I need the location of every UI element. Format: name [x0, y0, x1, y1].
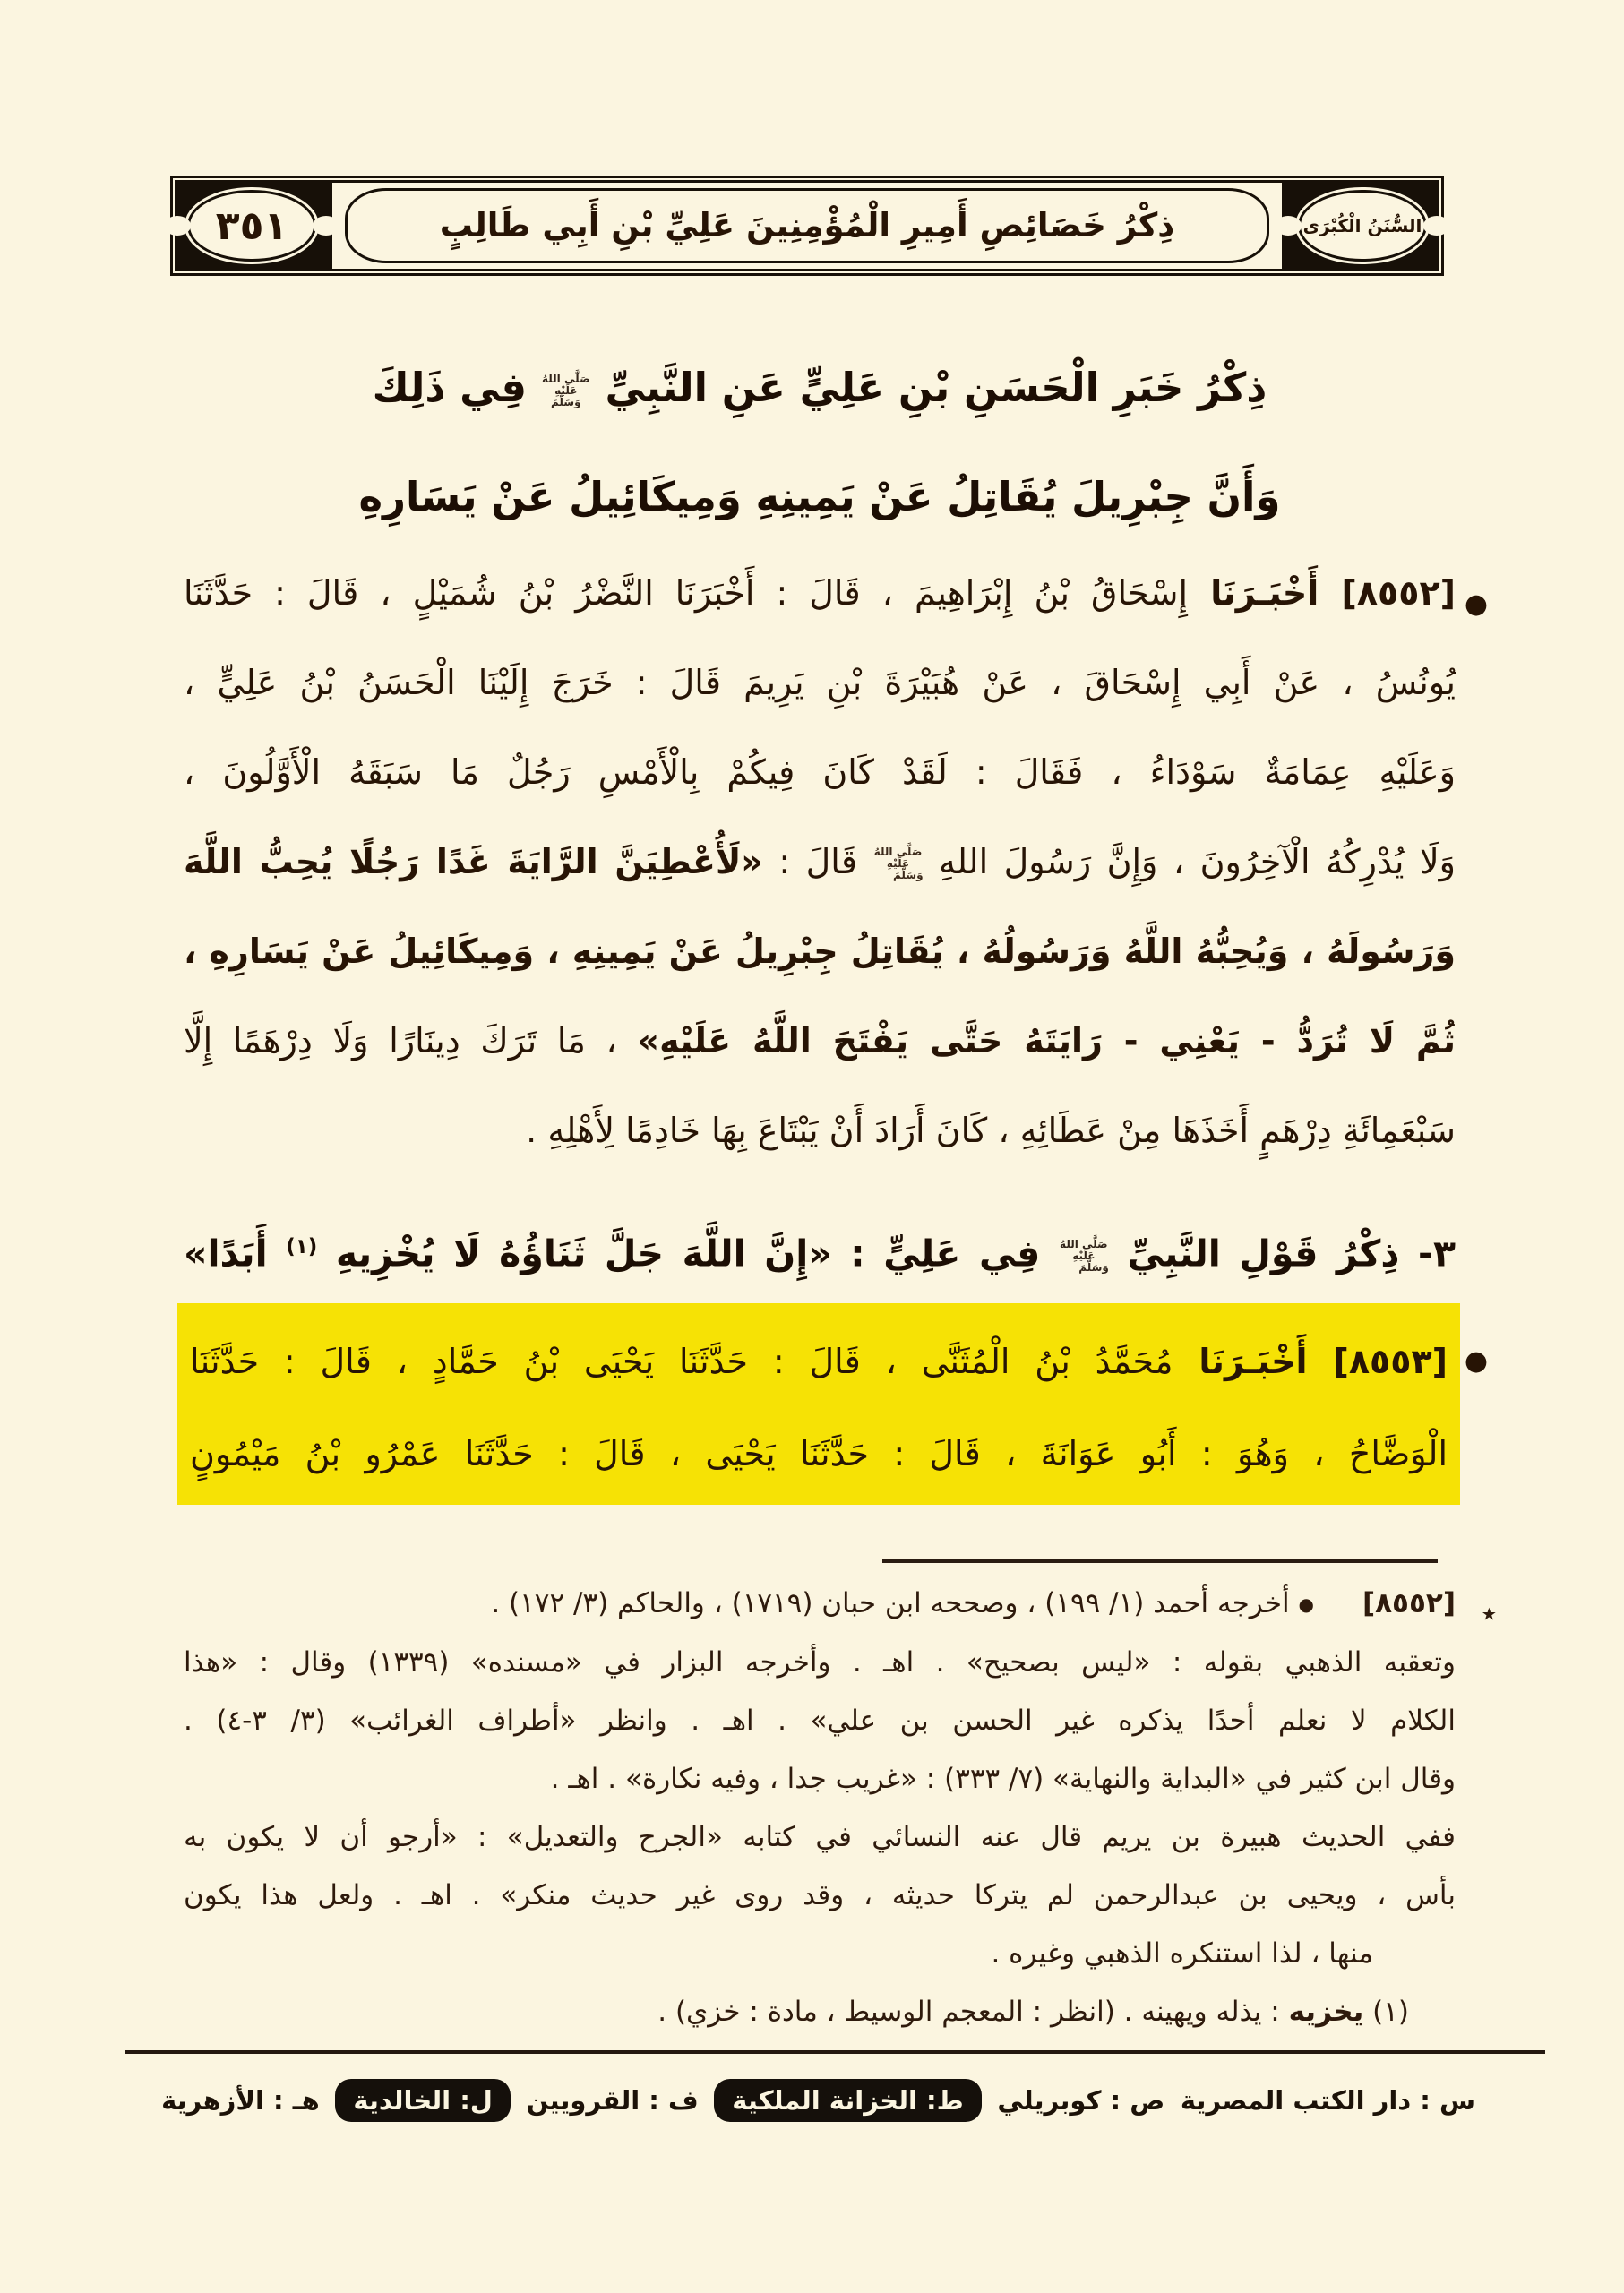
page-number-ornament-icon	[187, 190, 316, 262]
hadith-8552-line5: وَرَسُولَهُ ، وَيُحِبُّهُ اللَّهُ وَرَسُولُهُ ، يُقَاتِلُ جِبْرِيلُ عَنْ يَمِينِهِ ، وَمِيكَائِيلُ عَنْ يَسَارِهِ ،	[184, 932, 1456, 971]
hadith-8552-line6: ثُمَّ لَا تُرَدُّ - يَعْنِي - رَايَتَهُ حَتَّى يَفْتَحَ اللَّهُ عَلَيْهِ» ، مَا تَرَكَ دِينَارًا وَلَا دِرْهَمًا إِلَّا	[184, 1021, 1456, 1061]
hadith-8552-line2: يُونُسُ ، عَنْ أَبِي إِسْحَاقَ ، عَنْ هُبَيْرَةَ بْنِ يَرِيمَ قَالَ : خَرَجَ إِلَيْنَا الْحَسَنُ بْنُ عَلِيٍّ ،	[184, 663, 1456, 702]
hadith-8553-bullet-icon: ●	[1464, 1345, 1488, 1377]
chapter-heading	[184, 333, 1456, 552]
hadith-number: [٨٥٥٣]	[1333, 1342, 1448, 1381]
sigla-item-sad: ص : كوبريلي	[997, 2085, 1165, 2116]
footnote-line7: منها ، لذا استنكره الذهبي وغيره .	[991, 1937, 1373, 1970]
footnote-separator-rule	[882, 1559, 1438, 1563]
hadith-8552-line3: وَعَلَيْهِ عِمَامَةٌ سَوْدَاءُ ، فَقَالَ : لَقَدْ كَانَ فِيكُمْ بِالْأَمْسِ رَجُلٌ مَا سَبَقَهُ الْأَوَّلُونَ ،	[184, 752, 1456, 792]
running-head-title: ذِكْرُ خَصَائِصِ أَمِيرِ الْمُؤْمِنِينَ عَلِيِّ بْنِ أَبِي طَالِبٍ	[439, 206, 1175, 245]
footnotes-block	[184, 1575, 1456, 2041]
honorific-roundel: صَلَّى اللهُ عَلَيْهِ وَسَلَّمَ	[541, 372, 590, 408]
hadith-number: [٨٥٥٢]	[1341, 573, 1456, 613]
section-3-heading: ٣- ذِكْرُ قَوْلِ النَّبِيِّ صَلَّى اللهُ عَلَيْهِ وَسَلَّمَ فِي عَلِيٍّ : «إِنَّ اللَّهَ جَلَّ ثَنَاؤُهُ لَا يُخْزِيهِ $^{(١)}$ أَبَدًا»	[184, 1232, 1456, 1275]
hadith-8552	[184, 548, 1456, 1175]
page-number: ٣٥١	[215, 202, 288, 249]
footnote-line5: ففي الحديث هبيرة بن يريم قال عنه النسائي في كتابه «الجرح والتعديل» : «أرجو أن لا يكون به	[184, 1821, 1456, 1853]
hadith-8553-line1: [٨٥٥٣] أَخْبَـرَنَا مُحَمَّدُ بْنُ الْمُثَنَّى ، قَالَ : حَدَّثَنَا يَحْيَى بْنُ حَمَّادٍ ، قَالَ : حَدَّثَنَا	[190, 1342, 1448, 1381]
footnote-bullet-icon: ●	[1298, 1593, 1314, 1615]
book-seal-ornament-icon	[1298, 190, 1427, 262]
bottom-rule	[125, 2050, 1545, 2054]
honorific-roundel: صَلَّى اللهُ عَلَيْهِ وَسَلَّمَ	[873, 846, 924, 881]
header-band	[170, 176, 1444, 276]
chapter-heading-line1: ذِكْرُ خَبَرِ الْحَسَنِ بْنِ عَلِيٍّ عَنِ النَّبِيِّ صَلَّى اللهُ عَلَيْهِ وَسَلَّمَ فِي ذَلِكَ	[372, 364, 1267, 411]
header-seal-cartouche	[1287, 183, 1438, 269]
chapter-heading-line2: وَأَنَّ جِبْرِيلَ يُقَاتِلُ عَنْ يَمِينِهِ وَمِيكَائِيلُ عَنْ يَسَارِهِ	[358, 473, 1281, 520]
footnote-line4: وقال ابن كثير في «البداية والنهاية» (٧/ ٣٣٣) : «غريب جدا ، وفيه نكارة» . اهـ .	[550, 1763, 1456, 1795]
footnote-line2: وتعقبه الذهبي بقوله : «ليس بصحيح» . اهـ . وأخرجه البزار في «مسنده» (١٣٣٩) وقال : «هذا	[184, 1646, 1456, 1679]
footnote-note1: (١) يخزيه : يذله ويهينه . (انظر : المعجم الوسيط ، مادة : خزي) .	[657, 1996, 1409, 2028]
sigla-item-ta-badge: ط: الخزانة الملكية	[714, 2079, 982, 2122]
sigla-item-fa: ف : القرويين	[526, 2085, 699, 2116]
hadith-8552-line4: وَلَا يُدْرِكُهُ الْآخِرُونَ ، وَإِنَّ رَسُولَ اللهِ صَلَّى اللهُ عَلَيْهِ وَسَلَّمَ قَالَ : «لَأُعْطِيَنَّ الرَّايَةَ غَدًا رَجُلًا يُحِبُّ اللَّهَ	[184, 842, 1456, 881]
footnote-star-icon: ٭	[1481, 1596, 1497, 1630]
header-title-section	[332, 183, 1282, 269]
hadith-8552-line1: [٨٥٥٢] أَخْبَـرَنَا إِسْحَاقُ بْنُ إِبْرَاهِيمَ ، قَالَ : أَخْبَرَنَا النَّضْرُ بْنُ شُمَيْلٍ ، قَالَ : حَدَّثَنَا	[184, 573, 1456, 613]
manuscript-sigla-bar	[161, 2073, 1475, 2128]
footnote-term: يخزيه	[1288, 1996, 1364, 2028]
hadith-8552-line7: سَبْعَمِائَةِ دِرْهَمٍ أَخَذَهَا مِنْ عَطَائِهِ ، كَانَ أَرَادَ أَنْ يَبْتَاعَ بِهَا خَادِمًا لِأَهْلِهِ .	[526, 1111, 1456, 1150]
page-number-cartouche	[176, 183, 327, 269]
hadith-8552-bullet-icon: ●	[1464, 588, 1488, 620]
footnote-line3: الكلام لا نعلم أحدًا يذكره غير الحسن بن علي» . اهـ . وانظر «أطراف الغرائب» (٣/ ٣-٤) .	[184, 1705, 1456, 1737]
honorific-roundel: صَلَّى اللهُ عَلَيْهِ وَسَلَّمَ	[1060, 1238, 1109, 1275]
footnote-hadith-ref: [٨٥٥٢]	[1362, 1587, 1456, 1619]
footnote-line1: [٨٥٥٢]● أخرجه أحمد (١/ ١٩٩) ، وصححه ابن حبان (١٧١٩) ، والحاكم (٣/ ١٧٢) .	[491, 1587, 1456, 1619]
footnote-marker-1: (١)	[286, 1235, 318, 1258]
sigla-item-sin: س : دار الكتب المصرية	[1180, 2085, 1475, 2116]
sigla-item-ha: هـ : الأزهرية	[161, 2085, 320, 2116]
sigla-item-lam-badge: ل: الخالدية	[335, 2079, 511, 2122]
hadith-8553-line2: الْوَضَّاحُ ، وَهُوَ : أَبُو عَوَانَةَ ، قَالَ : حَدَّثَنَا يَحْيَى ، قَالَ : حَدَّثَنَا عَمْرُو بْنُ مَيْمُونٍ	[190, 1434, 1448, 1473]
book-seal-title: السُّنَنُ الْكُبْرَى	[1302, 214, 1422, 236]
hadith-8553-highlighted	[177, 1303, 1460, 1505]
footnote-line6: بأس ، ويحيى بن عبدالرحمن لم يتركا حديثه ، وقد روى غير حديث منكر» . اهـ . ولعل هذا يكون	[184, 1879, 1456, 1911]
